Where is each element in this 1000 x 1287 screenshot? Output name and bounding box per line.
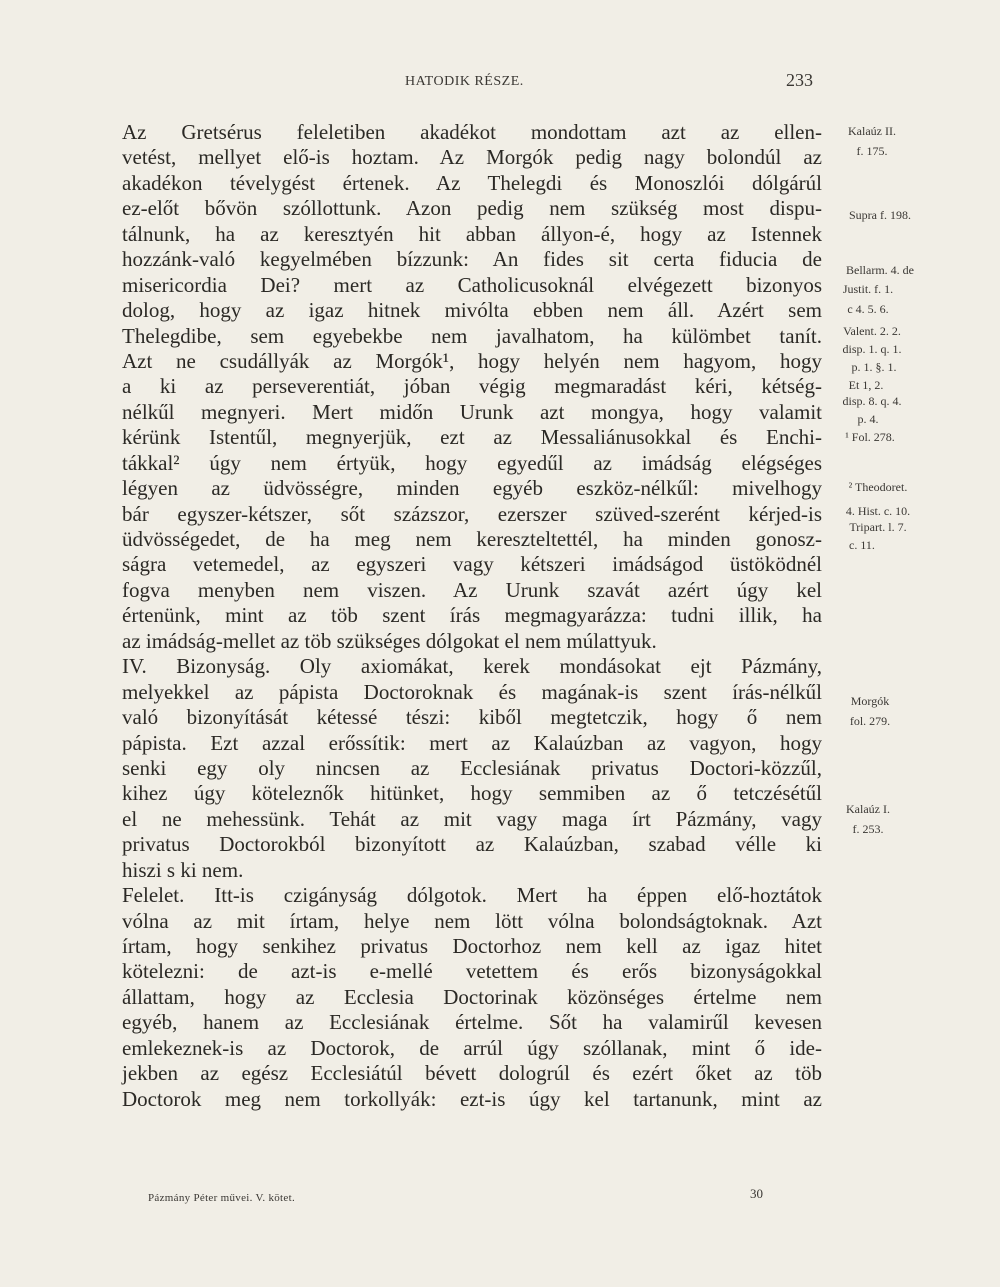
text-line: senki egy oly nincsen az Ecclesiának privatus Doctori-közzűl,: [122, 755, 822, 780]
text-line: el ne mehessünk. Tehát az mit vagy maga írt Pázmány, vagy: [122, 806, 822, 831]
footer-signature: Pázmány Péter művei. V. kötet.: [148, 1192, 295, 1204]
text-line: Doctorok meg nem torkollyák: ezt-is úgy kel tartanunk, mint az: [122, 1086, 822, 1111]
text-line: emlekeznek-is az Doctorok, de arrúl úgy szóllanak, mint ő ide-: [122, 1035, 822, 1060]
text-line: Felelet. Itt-is czigányság dólgotok. Mert ha éppen elő-hoztátok: [122, 883, 822, 908]
text-line: dolog, hogy az igaz hitnek mivólta ebben nem áll. Azért sem: [122, 298, 822, 323]
footer-sheet-number: 30: [750, 1186, 763, 1201]
text-line: ságra vetemedel, az egyszeri vagy kétszeri imádságod üstöködnél: [122, 552, 822, 577]
text-line: IV. Bizonyság. Oly axiomákat, kerek mondásokat ejt Pázmány,: [122, 654, 822, 679]
text-line: Thelegdibe, sem egyebekbe nem javalhatom, ha külömbet tanít.: [122, 323, 822, 348]
text-line: kérünk Istentűl, megnyerjük, ezt az Messaliánusokkal és Enchi-: [122, 425, 822, 450]
text-line: misericordia Dei? mert az Catholicusoknál elvégezett bizonyos: [122, 272, 822, 297]
text-line: fogva menyben nem viszen. Az Urunk szavát azért úgy kel: [122, 577, 822, 602]
text-line: vetést, mellyet elő-is hoztam. Az Morgók pedig nagy bolondúl az: [122, 145, 822, 170]
margin-note: ² Theodoret.: [848, 480, 908, 494]
margin-note: Bellarm. 4. de: [846, 263, 914, 277]
text-line: Az Gretsérus feleletiben akadékot mondottam azt az ellen-: [122, 120, 822, 144]
margin-note: disp. 8. q. 4.: [842, 394, 902, 408]
running-head: HATODIK RÉSZE.: [405, 74, 524, 89]
text-line: pápista. Ezt azzal erőssítik: mert az Kalaúzban az vagyon, hogy: [122, 730, 822, 755]
margin-note: Justit. f. 1.: [842, 282, 894, 296]
margin-note: ¹ Fol. 278.: [845, 430, 895, 444]
margin-note: 4. Hist. c. 10.: [845, 504, 911, 518]
text-line: tákkal² úgy nem értyük, hogy egyedűl az imádság elégséges: [122, 450, 822, 475]
margin-note: f. 175.: [856, 144, 888, 158]
margin-note: Tripart. l. 7.: [849, 520, 907, 534]
text-line: Azt ne csudállyák az Morgók¹, hogy helyén nem hagyom, hogy: [122, 348, 822, 373]
margin-note: Valent. 2. 2.: [843, 324, 901, 338]
text-line: légyen az üdvösségre, minden egyéb eszköz-nélkűl: mivelhogy: [122, 476, 822, 501]
text-line: hiszi s ki nem.: [122, 857, 244, 882]
text-line: nélkűl megnyeri. Mert midőn Urunk azt mongya, hogy valamit: [122, 399, 822, 424]
text-line: ez-előt bővön szóllottunk. Azon pedig nem szükség most dispu-: [122, 196, 822, 221]
text-line: privatus Doctorokból bizonyított az Kalaúzban, szabad vélle ki: [122, 832, 822, 857]
body-text: [122, 120, 822, 1112]
margin-note: c 4. 5. 6.: [847, 302, 889, 316]
margin-note: p. 1. §. 1.: [851, 360, 897, 374]
margin-note: disp. 1. q. 1.: [842, 342, 902, 356]
text-line: kihez úgy köteleznők hitünket, hogy semmiben az ő tetczésétűl: [122, 781, 822, 806]
margin-note: Kalaúz II.: [848, 124, 896, 138]
margin-note: Kalaúz I.: [846, 802, 890, 816]
text-line: a ki az perseverentiát, jóban végig megmaradást kéri, kétség-: [122, 374, 822, 399]
margin-note: p. 4.: [857, 412, 879, 426]
text-line: való bizonyítását kétessé tészi: kiből megtetczik, hogy ő nem: [122, 705, 822, 730]
text-line: üdvösségedet, de ha meg nem kereszteltettél, ha minden gonosz-: [122, 527, 822, 551]
margin-note: Supra f. 198.: [849, 208, 911, 222]
text-line: melyekkel az pápista Doctoroknak és magának-is szent írás-nélkűl: [122, 679, 822, 704]
margin-note: f. 253.: [852, 822, 884, 836]
text-line: egyéb, hanem az Ecclesiának értelme. Sőt ha valamirűl kevesen: [122, 1010, 822, 1035]
text-line: kötelezni: de azt-is e-mellé vetettem és erős bizonyságokkal: [122, 959, 822, 984]
text-line: bár egyszer-kétszer, sőt százszor, ezerszer szüved-szerént kérjed-is: [122, 501, 822, 526]
text-line: hozzánk-való kegyelmében bízzunk: An fides sit certa fiducia de: [122, 247, 822, 272]
margin-note: Et 1, 2.: [848, 378, 884, 392]
text-line: írtam, hogy senkihez privatus Doctorhoz nem kell az igaz hitet: [122, 934, 822, 958]
text-line: tálnunk, ha az keresztyén hit abban állyon-é, hogy az Istennek: [122, 221, 822, 246]
text-line: vólna az mit írtam, helye nem lött vólna bolondságtoknak. Azt: [122, 908, 822, 933]
page-number: 233: [786, 70, 813, 90]
text-line: az imádság-mellet az töb szükséges dólgokat el nem múlattyuk.: [122, 628, 657, 653]
text-line: jekben az egész Ecclesiátúl bévett dologrúl és ezért őket az töb: [122, 1061, 822, 1086]
margin-note: c. 11.: [849, 538, 875, 552]
margin-note: Morgók: [850, 694, 890, 708]
text-line: akadékon tévelygést értenek. Az Thelegdi és Monoszlói dólgárúl: [122, 170, 822, 195]
text-line: értenünk, mint az töb szent írás megmagyarázza: tudni illik, ha: [122, 603, 822, 628]
margin-note: fol. 279.: [849, 714, 891, 728]
text-line: állattam, hogy az Ecclesia Doctorinak közönséges értelme nem: [122, 984, 822, 1009]
